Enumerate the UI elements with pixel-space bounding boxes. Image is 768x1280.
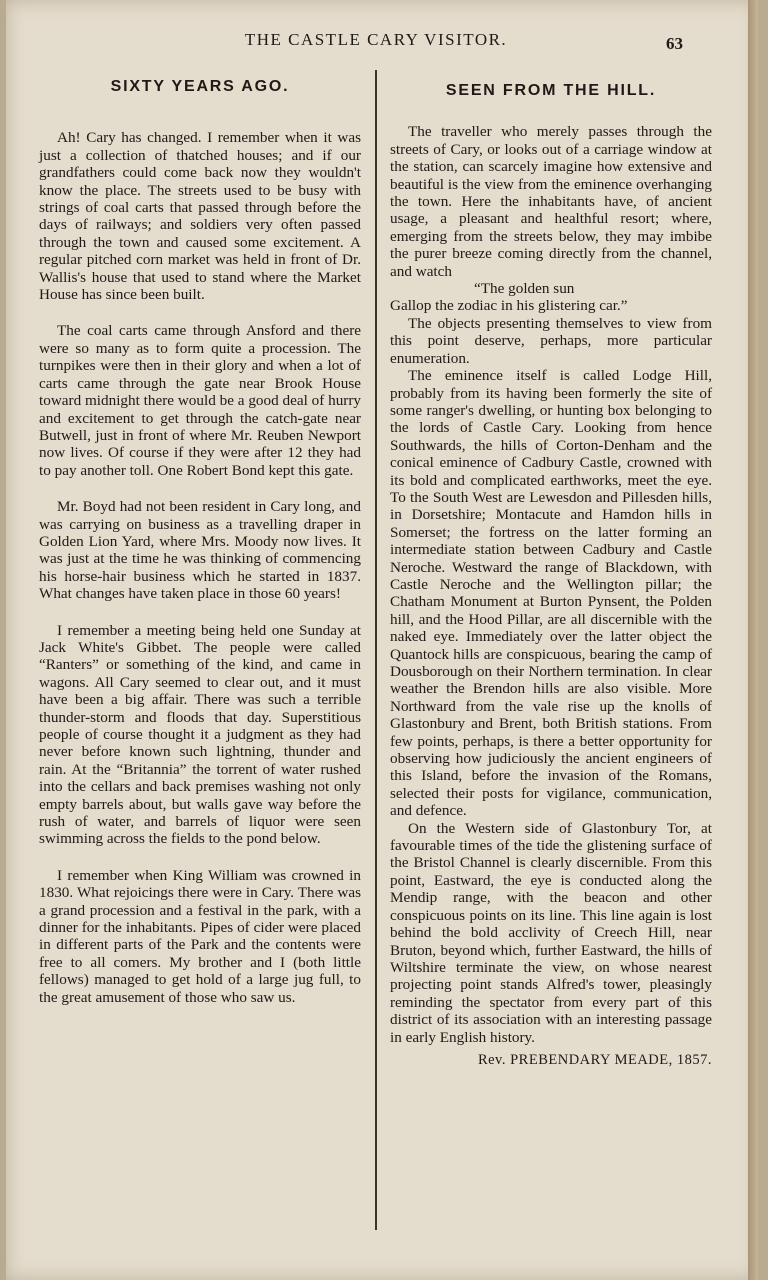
right-paragraph: The traveller who merely passes through the streets of Cary, or looks out of a carriage window at the station, can scarcely imagine how extensive and beautiful is the view from the eminence overhanging the town. Here the inhabitants have, of ancient usage, a pleasant and healthful resort; where, emerging from the streets below, they may imbibe the purer breeze coming directly from the channel, and watch (390, 123, 712, 280)
left-article-heading: SIXTY YEARS AGO. (110, 78, 290, 95)
running-head: THE CASTLE CARY VISITOR. (244, 30, 508, 49)
column-divider (375, 70, 377, 1230)
author-signature: Rev. PREBENDARY MEADE, 1857. (477, 1051, 712, 1068)
page-number: 63 (666, 34, 683, 53)
verse-line-2: Gallop the zodiac in his glistering car.” (390, 297, 628, 315)
right-article-heading: SEEN FROM THE HILL. (445, 82, 657, 99)
right-column (390, 74, 712, 1069)
verse-line-1: “The golden sun (474, 280, 575, 298)
left-paragraph: Ah! Cary has changed. I remember when it was just a collection of thatched houses; and if our grandfathers could come back now they wouldn't know the place. The streets used to be busy with strings of coal carts that passed through before the days of railways; and soldiers very often passed through the town and caused some excitement. A regular pitched corn market was held in front of Dr. Wallis's house that used to stand where the Market House has since been built. (39, 129, 361, 304)
left-paragraph: Mr. Boyd had not been resident in Cary long, and was carrying on business as a travelling draper in Golden Lion Yard, where Mrs. Moody now lives. It was just at the time he was thinking of commencing his horse-hair business which he started in 1837. What changes have taken place in those 60 years! (39, 498, 361, 603)
left-paragraph: I remember a meeting being held one Sunday at Jack White's Gibbet. The people were called “Ranters” or something of the kind, and came in wagons. All Cary seemed to clear out, and it must have been a big affair. There was such a terrible thunder-storm and floods that day. Superstitious people of course thought it a judgment as they had never before known such lightning, thunder and rain. At the “Britannia” the torrent of water rushed into the cellars and back premises washing not only empty barrels about, but walls gave way before the rush of water, and barrels of liquor were seen swimming across the fields to the pond below. (39, 621, 361, 848)
left-column (39, 74, 361, 1025)
page (6, 0, 758, 1280)
right-paragraph: The eminence itself is called Lodge Hill, probably from its having been formerly the site of some ranger's dwelling, or hunting box belonging to the lords of Castle Cary. Looking from hence Southwards, the hills of Corton-Denham and the conical eminence of Cadbury Castle, crowned with its bold and complicated earthworks, meet the eye. To the South West are Lewesdon and Pillesden hills, in Dorsetshire; Montacute and Hamdon hills in Somerset; the fortress on the latter forming an intermediate station between Cadbury and Castle Neroche. Westward the range of Blackdown, with Castle Neroche and the Wellington pillar; the Chatham Monument at Burton Pynsent, the Polden hill, and the Hood Pillar, are all discernible with the naked eye. Immediately over the latter object the Quantock hills are conspicuous, bearing the camp of Dousborough on their Northern termination. In clear weather the Brendon hills are also visible. More Northward from the vale rise up the knolls of Glastonbury and Brent, both British stations. From few points, perhaps, is there a better opportunity for observing how judiciously the ancient engineers of this Island, before the invasion of the Romans, selected their posts for vigilance, communication, and defence. (390, 367, 712, 820)
left-paragraph: The coal carts came through Ansford and there were so many as to form quite a procession. The turnpikes were then in their glory and when a lot of carts came through the gate near Brook House toward midnight there would be a good deal of hurry and excitement to get through the catch-gate near Butwell, just in front of where Mr. Reuben Newport now lives. Of course if they were after 12 they had to pay another toll. One Robert Bond kept this gate. (39, 322, 361, 479)
page-edge (748, 0, 758, 1280)
right-paragraph: On the Western side of Glastonbury Tor, at favourable times of the tide the glistening surface of the Bristol Channel is clearly discernible. From this point, Eastward, the eye is conducted along the Mendip range, with the beacon and other conspicuous points on its line. This line again is lost behind the bold acclivity of Creech Hill, near Bruton, beyond which, further Eastward, the hills of Wiltshire terminate the view, on whose nearest projecting point stands Alfred's tower, pleasingly reminding the spectator from every part of this district of its association with an interesting passage in early English history. (390, 819, 712, 1046)
left-paragraph: I remember when King William was crowned in 1830. What rejoicings there were in Cary. There was a grand procession and a festival in the park, with a dinner for the inhabitants. Pipes of cider were placed in different parts of the Park and the contents were free to all comers. My brother and I (both little fellows) managed to get hold of a large jug full, to the great amusement of those who saw us. (39, 866, 361, 1006)
right-paragraph: The objects presenting themselves to view from this point deserve, perhaps, more particular enumeration. (390, 314, 712, 367)
